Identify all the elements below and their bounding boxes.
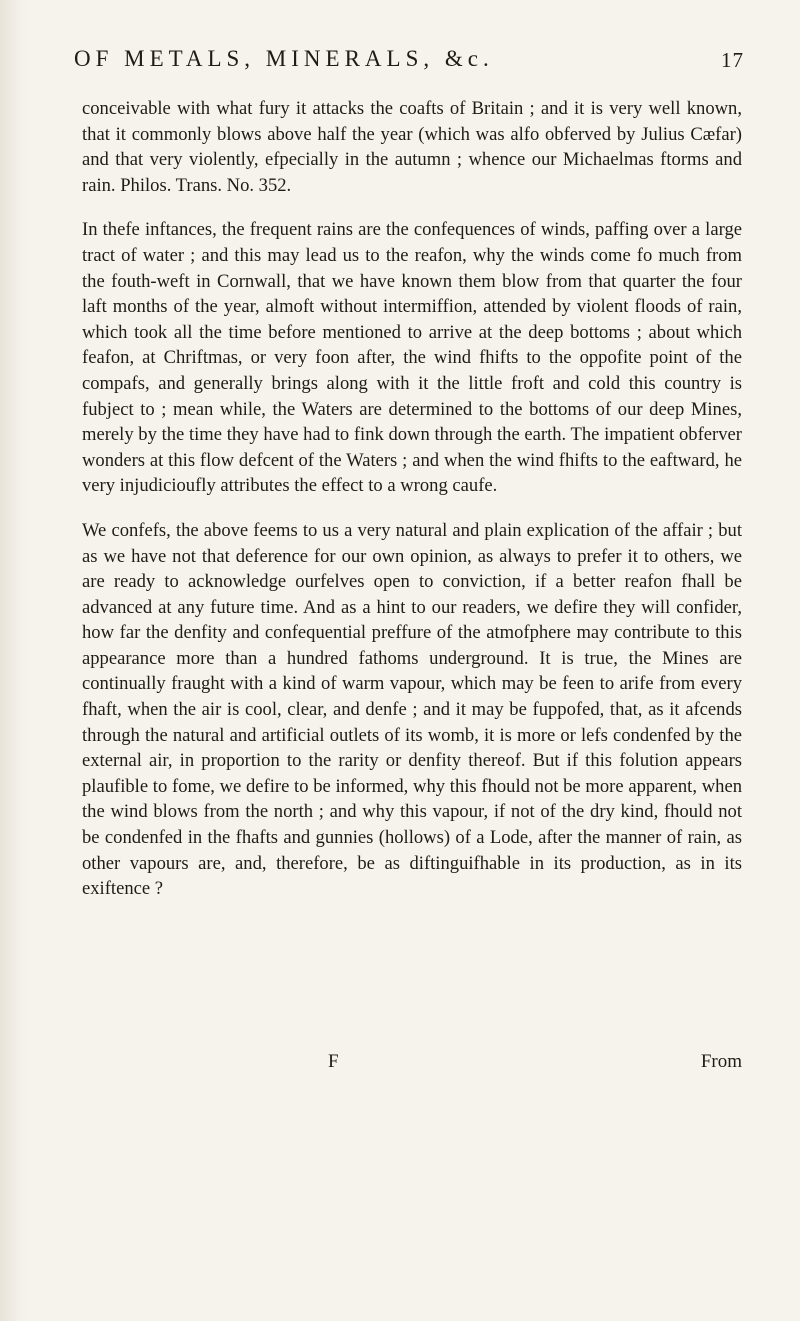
page-number: 17 [721, 48, 744, 72]
running-head [74, 46, 744, 86]
signature-mark: F [328, 1051, 339, 1072]
running-head-title: OF METALS, MINERALS, &c. [74, 46, 494, 71]
paragraph-vapour: We confefs, the above feems to us a very natural and plain explication of the affair ; but as we have not that deference for our own opinion, as always to prefer it to others, we are ready to acknowledge ourfelves open to conviction, if a better reafon fhall be advanced at any future time. And as a hint to our readers, we defire they will confider, how far the denfity and confequential preffure of the atmofphere may contribute to this appearance more than a hundred fathoms underground. It is true, the Mines are continually fraught with a kind of warm vapour, which may be feen to arife from every fhaft, when the air is cool, clear, and denfe ; and it may be fuppofed, that, as it afcends through the natural and artificial outlets of its womb, it is more or lefs condenfed by the external air, in proportion to the rarity or denfity thereof. But if this folution appears plaufible to fome, we defire to be informed, why this fhould not be more apparent, when the wind blows from the north ; and why this vapour, if not of the dry kind, fhould not be condenfed in the fhafts and gunnies (hollows) of a Lode, after the manner of rain, as other vapours are, and, therefore, be as diftinguifhable in its production, as in its exiftence ? [82, 519, 742, 900]
page-footer [82, 1051, 742, 1081]
catchword: From [700, 1051, 742, 1072]
body-text [82, 96, 742, 902]
page-gutter-shadow [0, 0, 28, 1321]
paragraph-winds: In thefe inftances, the frequent rains are the confequences of winds, paffing over a large tract of water ; and this may lead us to the reafon, why the winds come fo much from the fouth-weft in Cornwall, that we have known them blow from that quarter the four laft months of the year, almoft without intermiffion, attended by violent floods of rain, which took all the time before mentioned to arrive at the deep bottoms ; about which feafon, at Chriftmas, or very foon after, the wind fhifts to the oppofite point of the compafs, and generally brings along with it the little froft and cold this country is fubject to ; mean while, the Waters are determined to the bottoms of our deep Mines, merely by the time they have had to fink down through the earth. The impatient obferver wonders at this flow defcent of the Waters ; and when the wind fhifts to the eaftward, he very injudicioufly attributes the effect to a wrong caufe. [82, 219, 742, 497]
paragraph-continuation: conceivable with what fury it attacks the coafts of Britain ; and it is very well known, that it commonly blows above half the year (which was alfo obferved by Julius Cæfar) and that very violently, efpecially in the autumn ; whence our Michaelmas ftorms and rain. Philos. Trans. No. 352. [82, 98, 742, 196]
